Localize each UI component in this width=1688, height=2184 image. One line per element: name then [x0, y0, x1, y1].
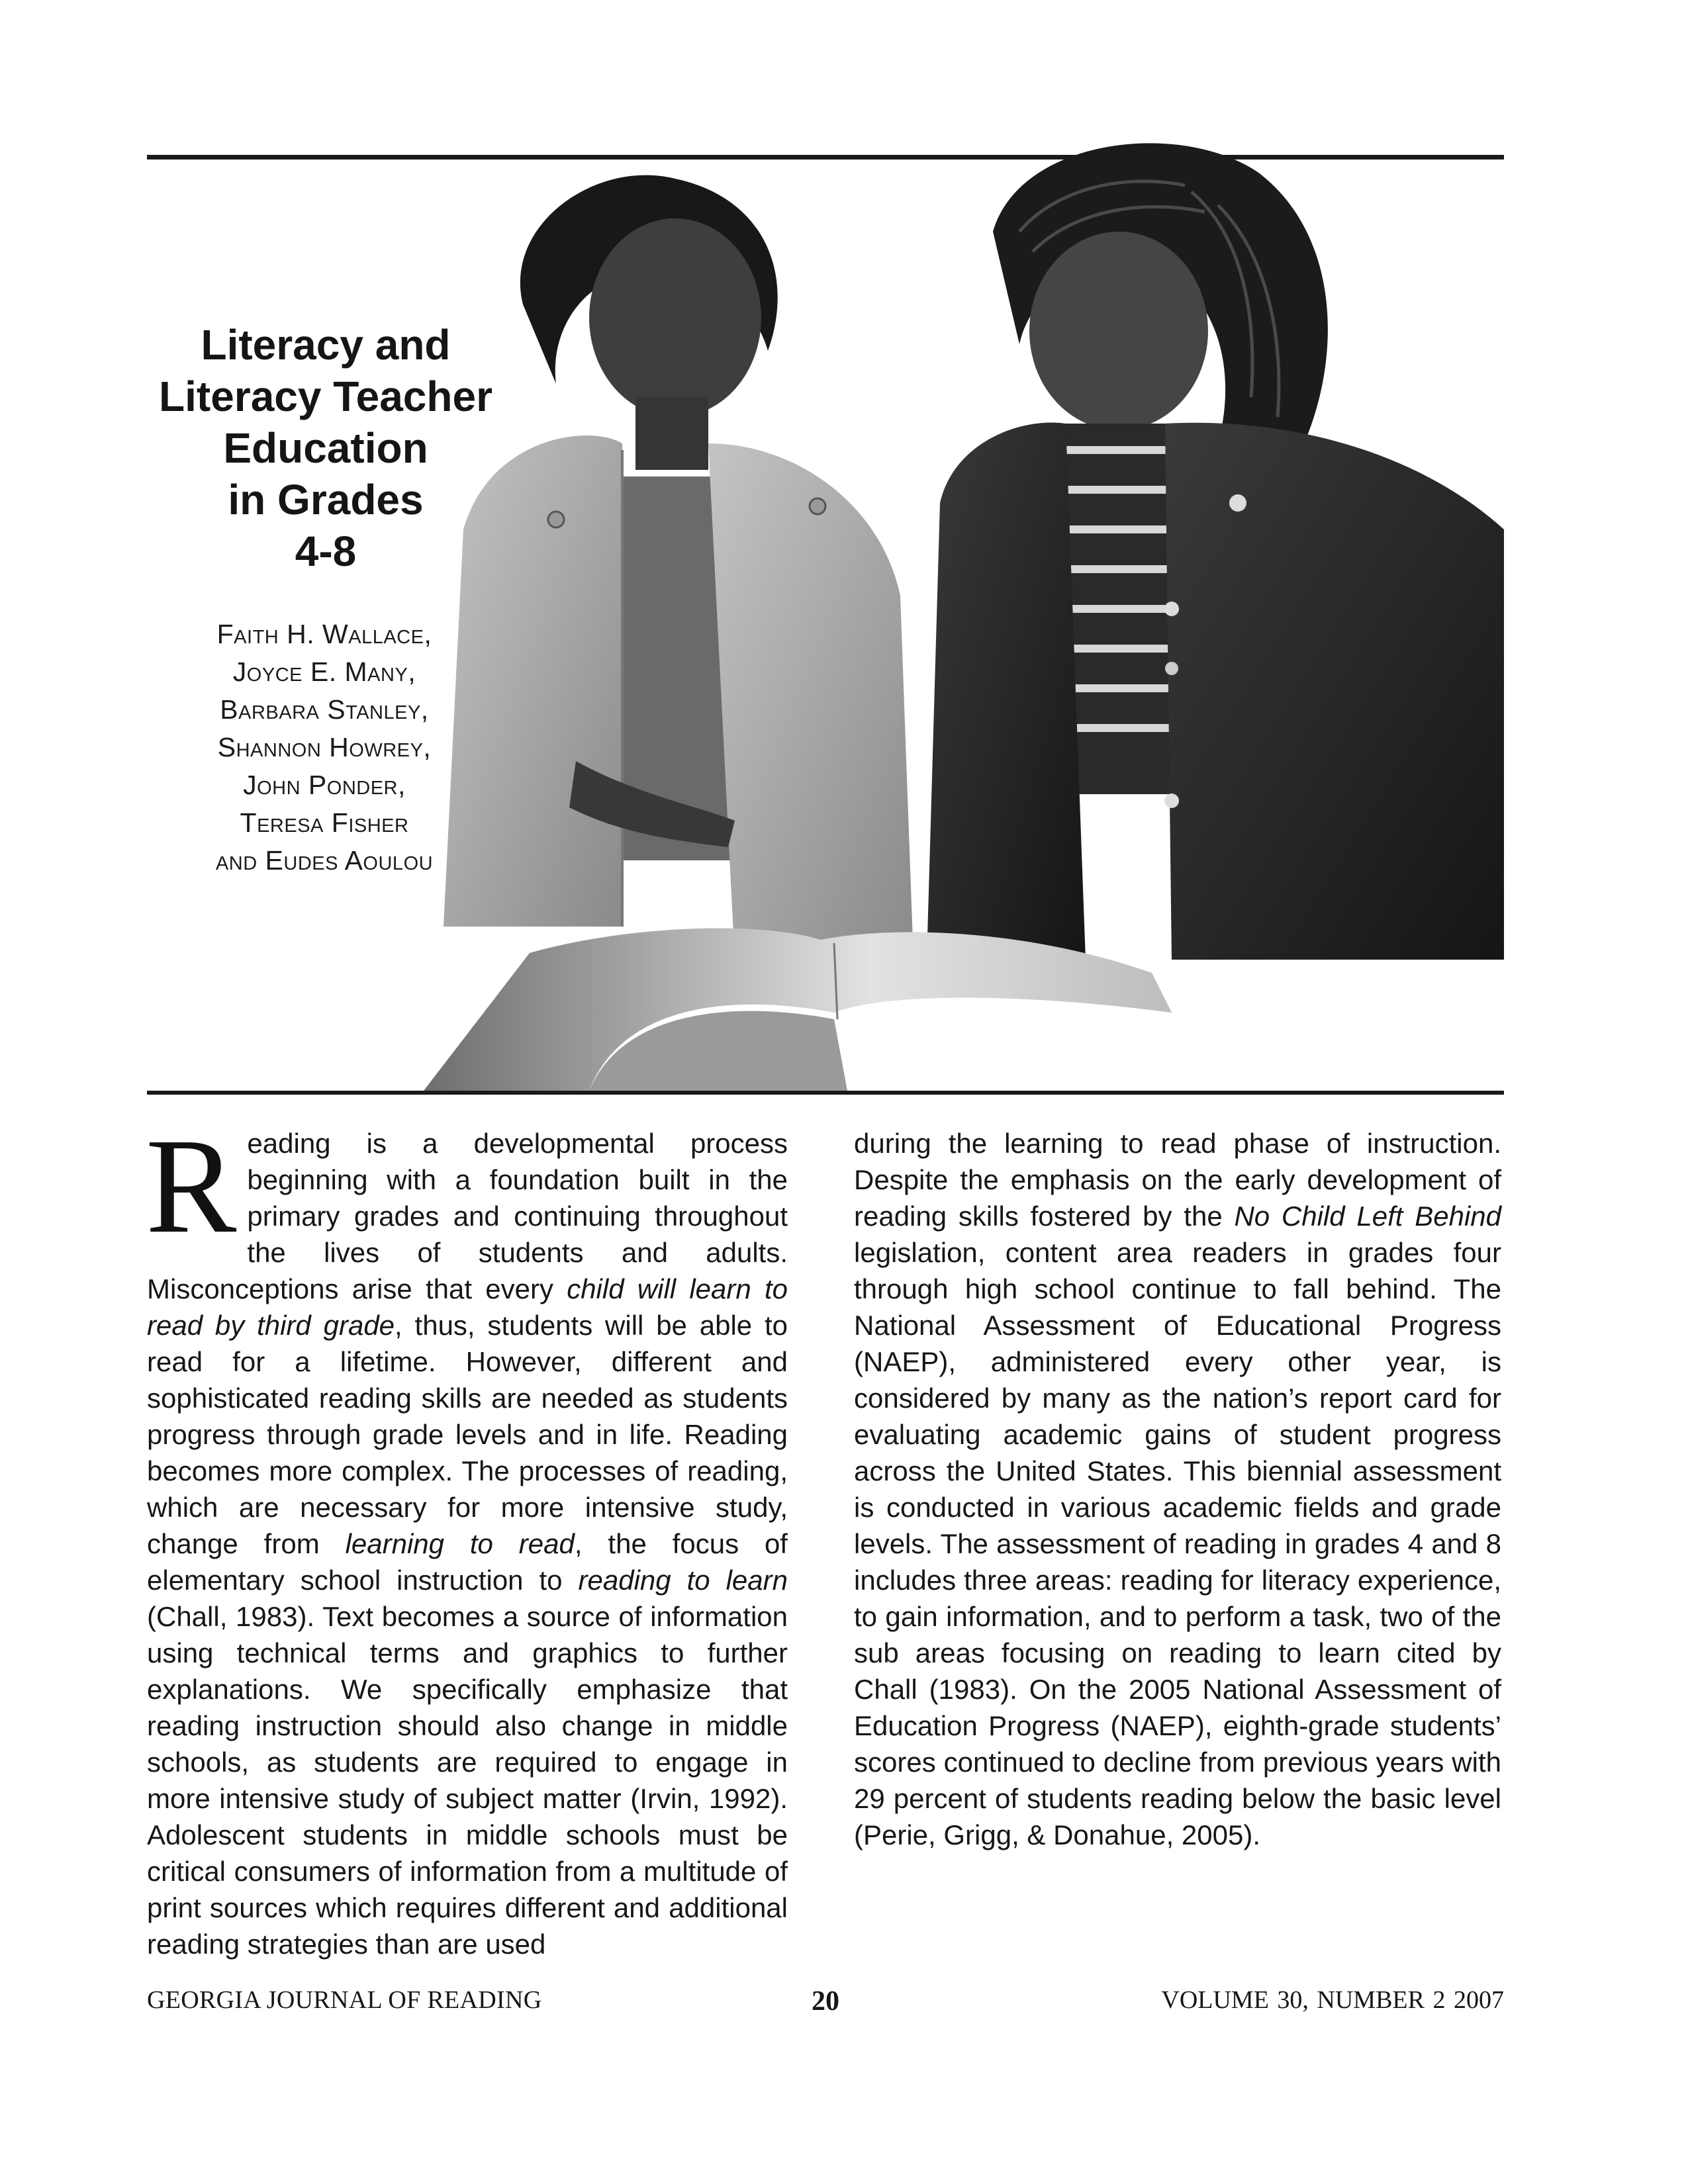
- author-list: [165, 615, 483, 880]
- title-line: Literacy and: [201, 321, 451, 369]
- text-run: , the focus of elementary school instruction to: [147, 1528, 788, 1596]
- author-line: John Ponder,: [243, 770, 406, 800]
- text-run: during the learning to read phase of instruction. Despite the emphasis on the early development of reading skills fostered by the: [854, 1128, 1501, 1232]
- author-line: Teresa Fisher: [240, 807, 409, 838]
- journal-name: GEORGIA JOURNAL OF READING: [147, 1986, 542, 2014]
- body-paragraph: [854, 1125, 1501, 1853]
- author-line: Faith H. Wallace,: [216, 619, 432, 649]
- title-line: Literacy Teacher: [159, 373, 492, 420]
- article-title: [147, 319, 504, 577]
- emphasis-text: learning to read: [345, 1528, 575, 1559]
- section-rule: [147, 1091, 1504, 1095]
- volume-info: VOLUME 30, NUMBER 2 2007: [1161, 1986, 1504, 2014]
- body-paragraph: [146, 1110, 788, 1962]
- page-footer: [147, 1985, 1504, 2025]
- author-line: Barbara Stanley,: [220, 694, 429, 725]
- page-number: 20: [812, 1986, 839, 2017]
- emphasis-text: No Child Left Behind: [1234, 1201, 1501, 1232]
- drop-cap: R: [146, 1110, 237, 1261]
- text-run: legislation, content area readers in grades four through high school continue to fall behind. The National Assessment of Educational Progress (NAEP), administered every other year, is considered by many as the nation’s report card for evaluating academic gains of student progress across the United States. This biennial assessment is conducted in various academic fields and grade levels. The assessment of reading in grades 4 and 8 includes three areas: reading for literacy experience, to gain information, and to perform a task, two of the sub areas focusing on reading to learn cited by Chall (1983). On the 2005 National Assessment of Education Progress (NAEP), eighth-grade students’ scores continued to decline from previous years with 29 percent of students reading below the basic level (Perie, Grigg, & Donahue, 2005).: [854, 1237, 1501, 1850]
- students-reading-photo: [424, 132, 1504, 1091]
- author-line: Shannon Howrey,: [217, 732, 432, 762]
- text-run: eading is a developmental process beginning with a foundation built in the primary grades and continuing throughout the lives of students and adults. Misconceptions arise that every: [147, 1128, 788, 1304]
- title-line: 4-8: [295, 527, 357, 575]
- title-line: in Grades: [228, 476, 424, 523]
- emphasis-text: child will learn to read by third grade: [147, 1273, 788, 1341]
- body-column-right: [854, 1125, 1501, 1853]
- author-line: and Eudes Aoulou: [215, 845, 434, 876]
- title-line: Education: [223, 424, 428, 472]
- text-run: , thus, students will be able to read for a lifetime. However, different and sophisticated reading skills are needed as students progress through grade levels and in life. Reading becomes more complex. The processes of reading, which are necessary for more intensive study, change from: [147, 1310, 788, 1559]
- author-line: Joyce E. Many,: [232, 657, 416, 687]
- body-column-left: [146, 1110, 788, 1962]
- emphasis-text: reading to learn: [578, 1565, 788, 1596]
- text-run: (Chall, 1983). Text becomes a source of information using technical terms and graphics to further explanations. We specifically emphasize that reading instruction should also change in middle schools, as students are required to engage in more intensive study of subject matter (Irvin, 1992). Adolescent students in middle schools must be critical consumers of information from a multitude of print sources which requires different and additional reading strategies than are used: [147, 1601, 788, 1960]
